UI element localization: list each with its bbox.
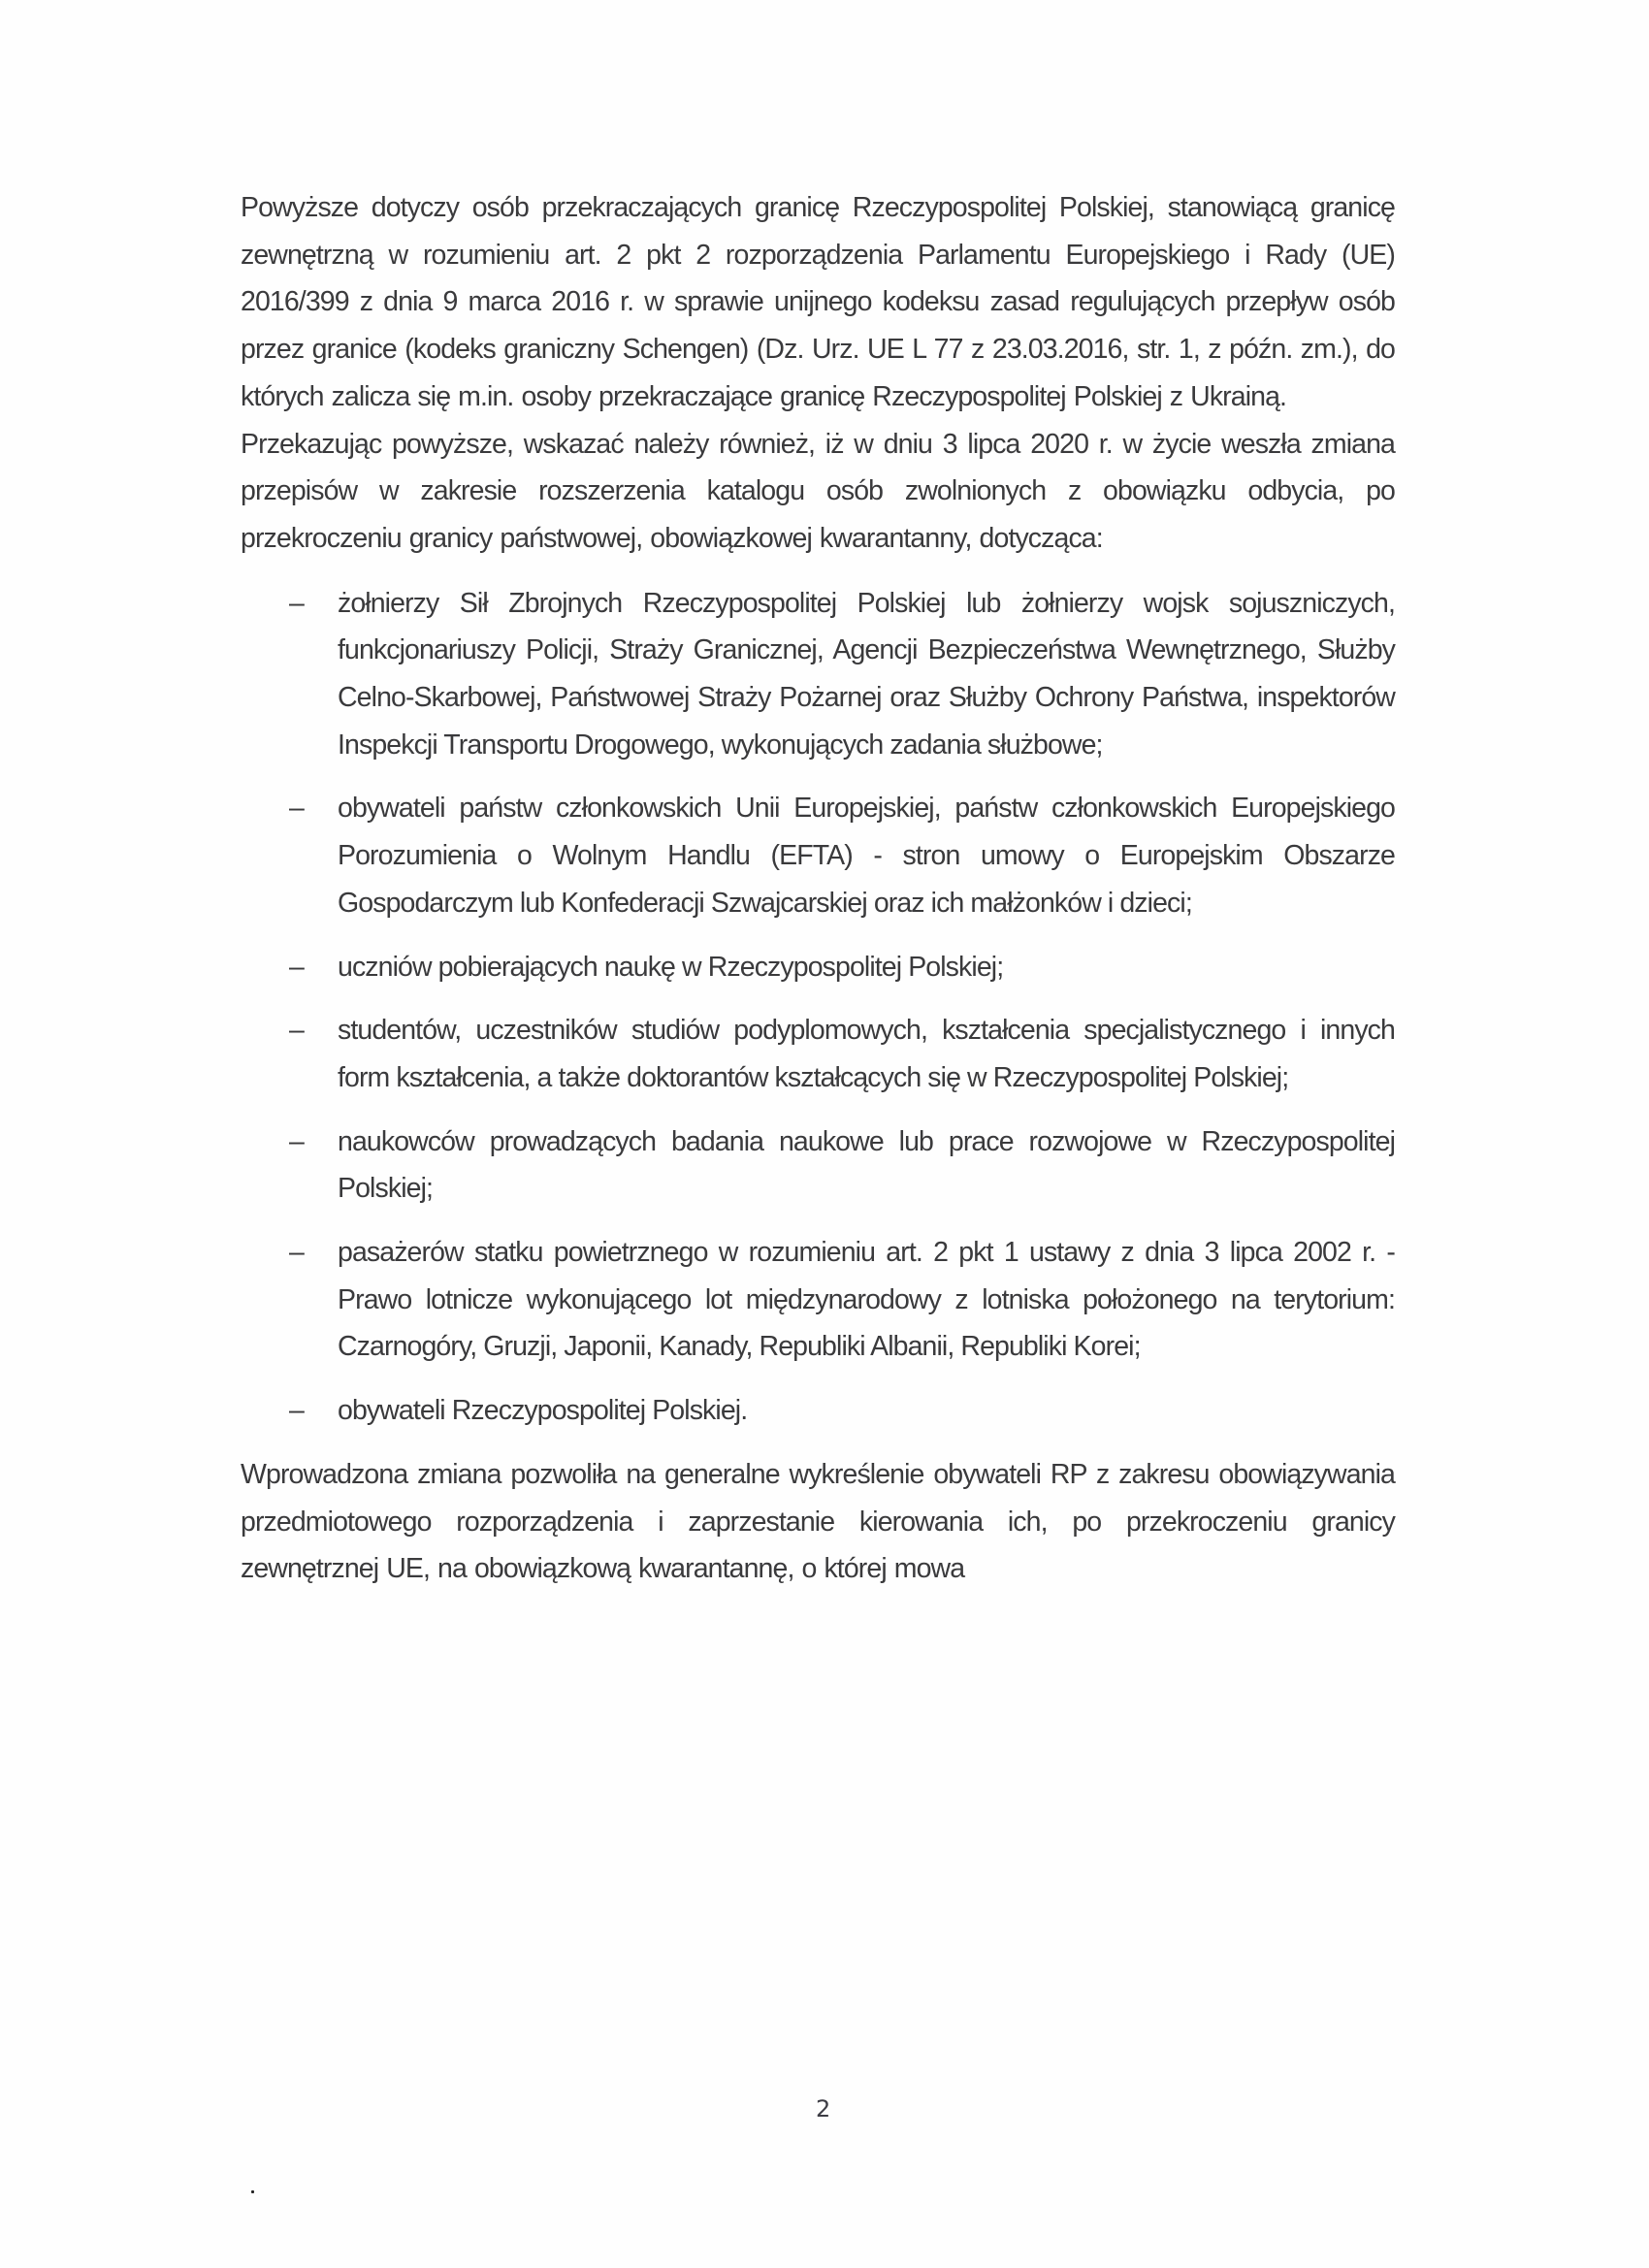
list-item [241,1118,1395,1213]
list-item-text: pasażerów statku powietrznego w rozumieniu art. 2 pkt 1 ustawy z dnia 3 lipca 2002 r. - Prawo lotnicze wykonującego lot międzynarodowy z lotniska położonego na terytorium: Czarnogóry, Gruzji, Japonii, Kanady, Republiki Albanii, Republiki Korei; [338,1237,1395,1363]
list-item-text: naukowców prowadzących badania naukowe lub prace rozwojowe w Rzeczypospolitej Polskiej; [338,1125,1395,1205]
list-item-text: obywateli państw członkowskich Unii Europejskiej, państw członkowskich Europejskiego Porozumienia o Wolnym Handlu (EFTA) - stron umowy o Europejskim Obszarze Gospodarczym lub Konfederacji Szwajcarskiej oraz ich małżonków i dzieci; [338,793,1395,919]
list-item-text: uczniów pobierających naukę w Rzeczypospolitej Polskiej; [338,951,1004,983]
list-item [241,580,1395,769]
list-item-text: studentów, uczestników studiów podyplomowych, kształcenia specjalistycznego i innych form kształcenia, a także doktorantów kształcących się w Rzeczypospolitej Polskiej; [338,1015,1395,1093]
list-item [241,944,1395,991]
list-item [241,1229,1395,1371]
page-body [241,184,1395,1593]
dash-bullet-icon: – [289,1015,305,1047]
dash-bullet-icon: – [289,951,305,983]
list-item [241,1387,1395,1435]
dash-bullet-icon: – [289,1237,305,1269]
dash-bullet-icon: – [289,793,305,825]
list-item-text: obywateli Rzeczypospolitej Polskiej. [338,1395,748,1427]
list-item [241,785,1395,926]
dash-bullet-icon: – [289,587,305,619]
list-item [241,1007,1395,1101]
list-item-text: żołnierzy Sił Zbrojnych Rzeczypospolitej Polskiej lub żołnierzy wojsk sojuszniczych, funkcjonariuszy Policji, Straży Granicznej, Agencji Bezpieczeństwa Wewnętrznego, Służby Celno-Skarbowej, Państwowej Straży Pożarnej oraz Służby Ochrony Państwa, inspektorów Inspekcji Transportu Drogowego, wykonujących zadania służbowe; [338,587,1395,761]
exemption-list [241,580,1395,1435]
page-number: 2 [816,2095,831,2122]
scan-speck [251,2190,254,2193]
paragraph-quarantine-change: Przekazując powyższe, wskazać należy również, iż w dniu 3 lipca 2020 r. w życie weszła zmiana przepisów w zakresie rozszerzenia katalogu osób zwolnionych z obowiązku odbycia, po przekroczeniu granicy państwowej, obowiązkowej kwarantanny, dotycząca: [241,428,1395,554]
dash-bullet-icon: – [289,1125,305,1157]
dash-bullet-icon: – [289,1395,305,1427]
paragraph-schengen-border: Powyższe dotyczy osób przekraczających granicę Rzeczypospolitej Polskiej, stanowiącą granicę zewnętrzną w rozumieniu art. 2 pkt 2 rozporządzenia Parlamentu Europejskiego i Rady (UE) 2016/399 z dnia 9 marca 2016 r. w sprawie unijnego kodeksu zasad regulujących przepływ osób przez granice (kodeks graniczny Schengen) (Dz. Urz. UE L 77 z 23.03.2016, str. 1, z późn. zm.), do których zalicza się m.in. osoby przekraczające granicę Rzeczypospolitej Polskiej z Ukrainą. [241,192,1395,412]
paragraph-amendment-effect: Wprowadzona zmiana pozwoliła na generalne wykreślenie obywateli RP z zakresu obowiązywania przedmiotowego rozporządzenia i zaprzestanie kierowania ich, po przekroczeniu granicy zewnętrznej UE, na obowiązkową kwarantannę, o której mowa [241,1458,1395,1585]
